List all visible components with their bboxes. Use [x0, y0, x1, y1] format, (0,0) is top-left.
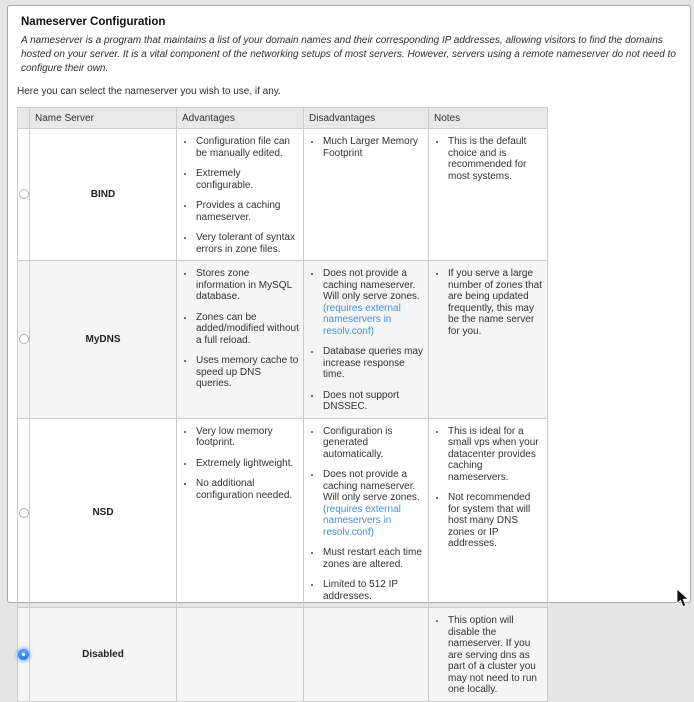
notes-list	[434, 615, 543, 696]
nameserver-row-mydns	[18, 261, 548, 419]
list-item: • Configuration is generated automatically.	[322, 426, 424, 461]
list-item: • Very low memory footprint.	[195, 426, 299, 449]
column-header-notes: Notes	[429, 108, 548, 129]
disadvantages-list	[309, 136, 424, 159]
advantages-list	[182, 136, 299, 255]
column-header-name-server: Name Server	[30, 108, 177, 129]
list-item: • Very tolerant of syntax errors in zone files.	[195, 232, 299, 255]
list-item: • Database queries may increase response time.	[322, 346, 424, 381]
table-header-row	[18, 108, 548, 129]
nameserver-row-nsd	[18, 418, 548, 608]
resolv-conf-link[interactable]: (requires external nameservers in resolv.conf)	[323, 503, 401, 538]
list-item: • Does not provide a caching nameserver. Will only serve zones. (requires external nameservers in resolv.conf)	[322, 469, 424, 538]
nameserver-name: MyDNS	[30, 261, 177, 419]
column-header-disadvantages: Disadvantages	[304, 108, 429, 129]
resolv-conf-link[interactable]: (requires external nameservers in resolv.conf)	[323, 302, 401, 337]
notes-list	[434, 136, 543, 182]
notes-list	[434, 268, 543, 337]
disadvantages-cell	[304, 418, 429, 608]
notes-cell	[429, 129, 548, 261]
nameserver-name: BIND	[30, 129, 177, 261]
notes-list	[434, 426, 543, 550]
notes-cell	[429, 261, 548, 419]
disadvantages-list	[309, 426, 424, 603]
list-item: • This option will disable the nameserver. If you are serving dns as part of a cluster you may not need to run one locally.	[447, 615, 543, 696]
nameserver-row-bind	[18, 129, 548, 261]
list-item: • This is the default choice and is recommended for most systems.	[447, 136, 543, 182]
disadvantages-cell	[304, 129, 429, 261]
radio-cell	[18, 129, 30, 261]
list-item: • Provides a caching nameserver.	[195, 200, 299, 223]
list-item: • If you serve a large number of zones that are being updated frequently, this may be the name server for you.	[447, 268, 543, 337]
advantages-list	[182, 268, 299, 390]
list-item: • Must restart each time zones are altered.	[322, 547, 424, 570]
radio-column-header	[18, 108, 30, 129]
list-item: • Not recommended for system that will host many DNS zones or IP addresses.	[447, 492, 543, 550]
notes-cell	[429, 608, 548, 702]
nameserver-row-disabled	[18, 608, 548, 702]
page-instruction: Here you can select the nameserver you wish to use, if any.	[17, 86, 281, 97]
notes-cell	[429, 418, 548, 608]
list-item: • Stores zone information in MySQL database.	[195, 268, 299, 303]
page-title: Nameserver Configuration	[21, 16, 166, 28]
list-item: • Does not support DNSSEC.	[322, 390, 424, 413]
radio-cell	[18, 418, 30, 608]
list-item: • Much Larger Memory Footprint	[322, 136, 424, 159]
mouse-cursor-icon	[676, 589, 692, 609]
advantages-list	[182, 426, 299, 502]
list-item: • No additional configuration needed.	[195, 478, 299, 501]
list-item: • Uses memory cache to speed up DNS queries.	[195, 355, 299, 390]
list-item: • Extremely lightweight.	[195, 458, 299, 470]
nameserver-name: Disabled	[30, 608, 177, 702]
disadvantages-cell	[304, 608, 429, 702]
list-item: • Extremely configurable.	[195, 168, 299, 191]
nameserver-radio-nsd[interactable]	[19, 508, 29, 518]
radio-cell	[18, 261, 30, 419]
radio-cell	[18, 608, 30, 702]
advantages-cell	[177, 418, 304, 608]
advantages-cell	[177, 129, 304, 261]
list-item: • Configuration file can be manually edited.	[195, 136, 299, 159]
list-item: • This is ideal for a small vps when your datacenter provides caching nameservers.	[447, 426, 543, 484]
column-header-advantages: Advantages	[177, 108, 304, 129]
nameserver-table	[17, 107, 548, 702]
disadvantages-cell	[304, 261, 429, 419]
nameserver-name: NSD	[30, 418, 177, 608]
nameserver-radio-bind[interactable]	[19, 189, 29, 199]
advantages-cell	[177, 608, 304, 702]
list-item: • Limited to 512 IP addresses.	[322, 579, 424, 602]
nameserver-radio-disabled[interactable]	[18, 649, 29, 660]
nameserver-radio-mydns[interactable]	[19, 334, 29, 344]
advantages-cell	[177, 261, 304, 419]
disadvantages-list	[309, 268, 424, 413]
page-description: A nameserver is a program that maintains a list of your domain names and their corresponding IP addresses, allowing visitors to find the domains hosted on your server. It is a vital component of the networking setups of most servers. However, servers using a remote nameserver do not need to configure their own.	[21, 35, 676, 74]
content-panel	[7, 5, 691, 695]
list-item: • Does not provide a caching nameserver. Will only serve zones. (requires external nameservers in resolv.conf)	[322, 268, 424, 337]
list-item: • Zones can be added/modified without a full reload.	[195, 312, 299, 347]
